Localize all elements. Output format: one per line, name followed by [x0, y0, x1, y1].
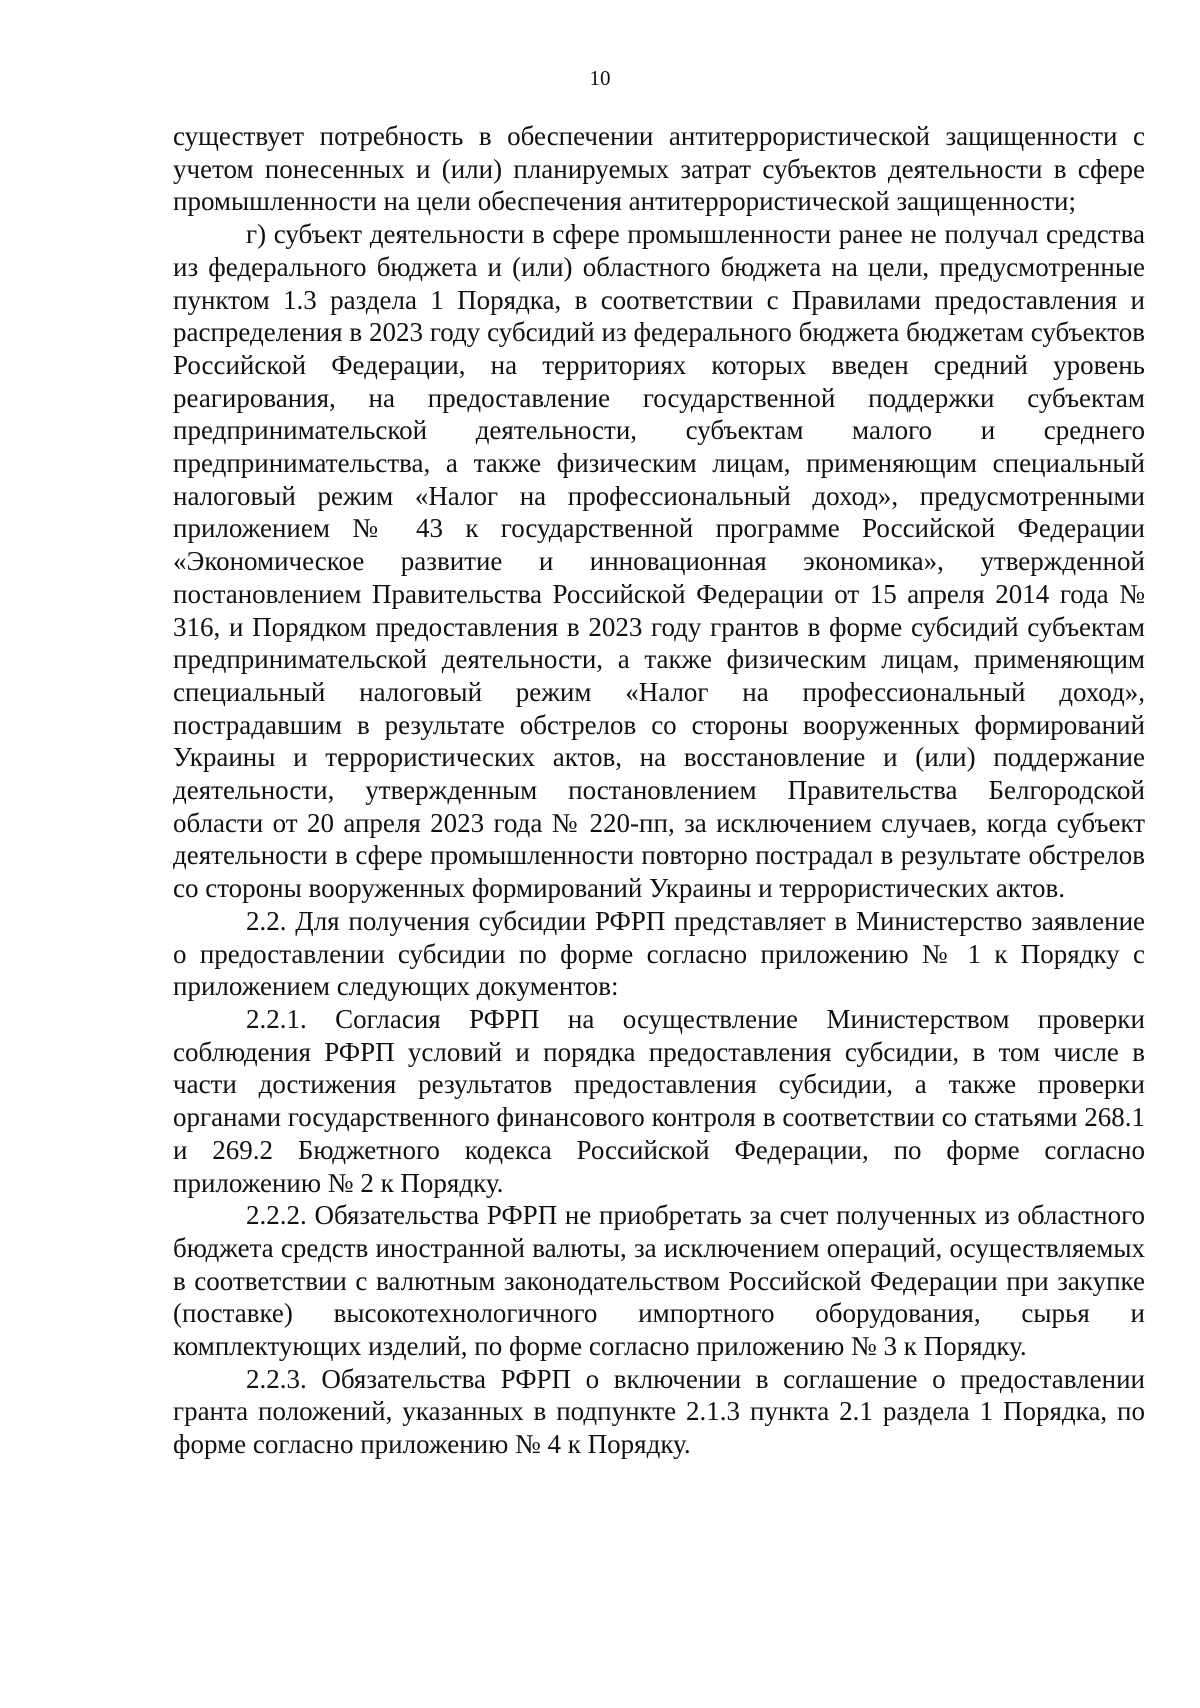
paragraph-2-2-2: 2.2.2. Обязательства РФРП не приобретать за счет полученных из областного бюджета средств иностранной валюты, за исключением операций, осуществляемых в соответствии с валютным законодательством Российской Федерации при закупке (поставке) высокотехнологичного импортного оборудования, сырья и комплектующих изделий, по форме согласно приложению № 3 к Порядку.	[173, 1200, 1145, 1362]
paragraph-item-g: г) субъект деятельности в сфере промышленности ранее не получал средства из федерального бюджета и (или) областного бюджета на цели, предусмотренные пунктом 1.3 раздела 1 Порядка, в соответствии с Правилами предоставления и распределения в 2023 году субсидий из федерального бюджета бюджетам субъектов Российской Федерации, на территориях которых введен средний уровень реагирования, на предоставление государственной поддержки субъектам предпринимательской деятельности, субъектам малого и среднего предпринимательства, а также физическим лицам, применяющим специальный налоговый режим «Налог на профессиональный доход», предусмотренными приложением № 43 к государственной программе Российской Федерации «Экономическое развитие и инновационная экономика», утвержденной постановлением Правительства Российской Федерации от 15 апреля 2014 года № 316, и Порядком предоставления в 2023 году грантов в форме субсидий субъектам предпринимательской деятельности, а также физическим лицам, применяющим специальный налоговый режим «Налог на профессиональный доход», пострадавшим в результате обстрелов со стороны вооруженных формирований Украины и террористических актов, на восстановление и (или) поддержание деятельности, утвержденным постановлением Правительства Белгородской области от 20 апреля 2023 года № 220-пп, за исключением случаев, когда субъект деятельности в сфере промышленности повторно пострадал в результате обстрелов со стороны вооруженных формирований Украины и террористических актов.	[173, 219, 1145, 904]
page-number: 10	[589, 66, 611, 90]
document-body	[173, 120, 1145, 1461]
paragraph-continuation: существует потребность в обеспечении антитеррористической защищенности с учетом понесенных и (или) планируемых затрат субъектов деятельности в сфере промышленности на цели обеспечения антитеррористической защищенности;	[173, 121, 1145, 217]
paragraph-2-2: 2.2. Для получения субсидии РФРП представляет в Министерство заявление о предоставлении субсидии по форме согласно приложению № 1 к Порядку с приложением следующих документов:	[173, 905, 1145, 1002]
paragraph-2-2-1: 2.2.1. Согласия РФРП на осуществление Министерством проверки соблюдения РФРП условий и порядка предоставления субсидии, в том числе в части достижения результатов предоставления субсидии, а также проверки органами государственного финансового контроля в соответствии со статьями 268.1 и 269.2 Бюджетного кодекса Российской Федерации, по форме согласно приложению № 2 к Порядку.	[173, 1003, 1145, 1198]
paragraph-2-2-3: 2.2.3. Обязательства РФРП о включении в соглашение о предоставлении гранта положений, указанных в подпункте 2.1.3 пункта 2.1 раздела 1 Порядка, по форме согласно приложению № 4 к Порядку.	[173, 1363, 1145, 1460]
